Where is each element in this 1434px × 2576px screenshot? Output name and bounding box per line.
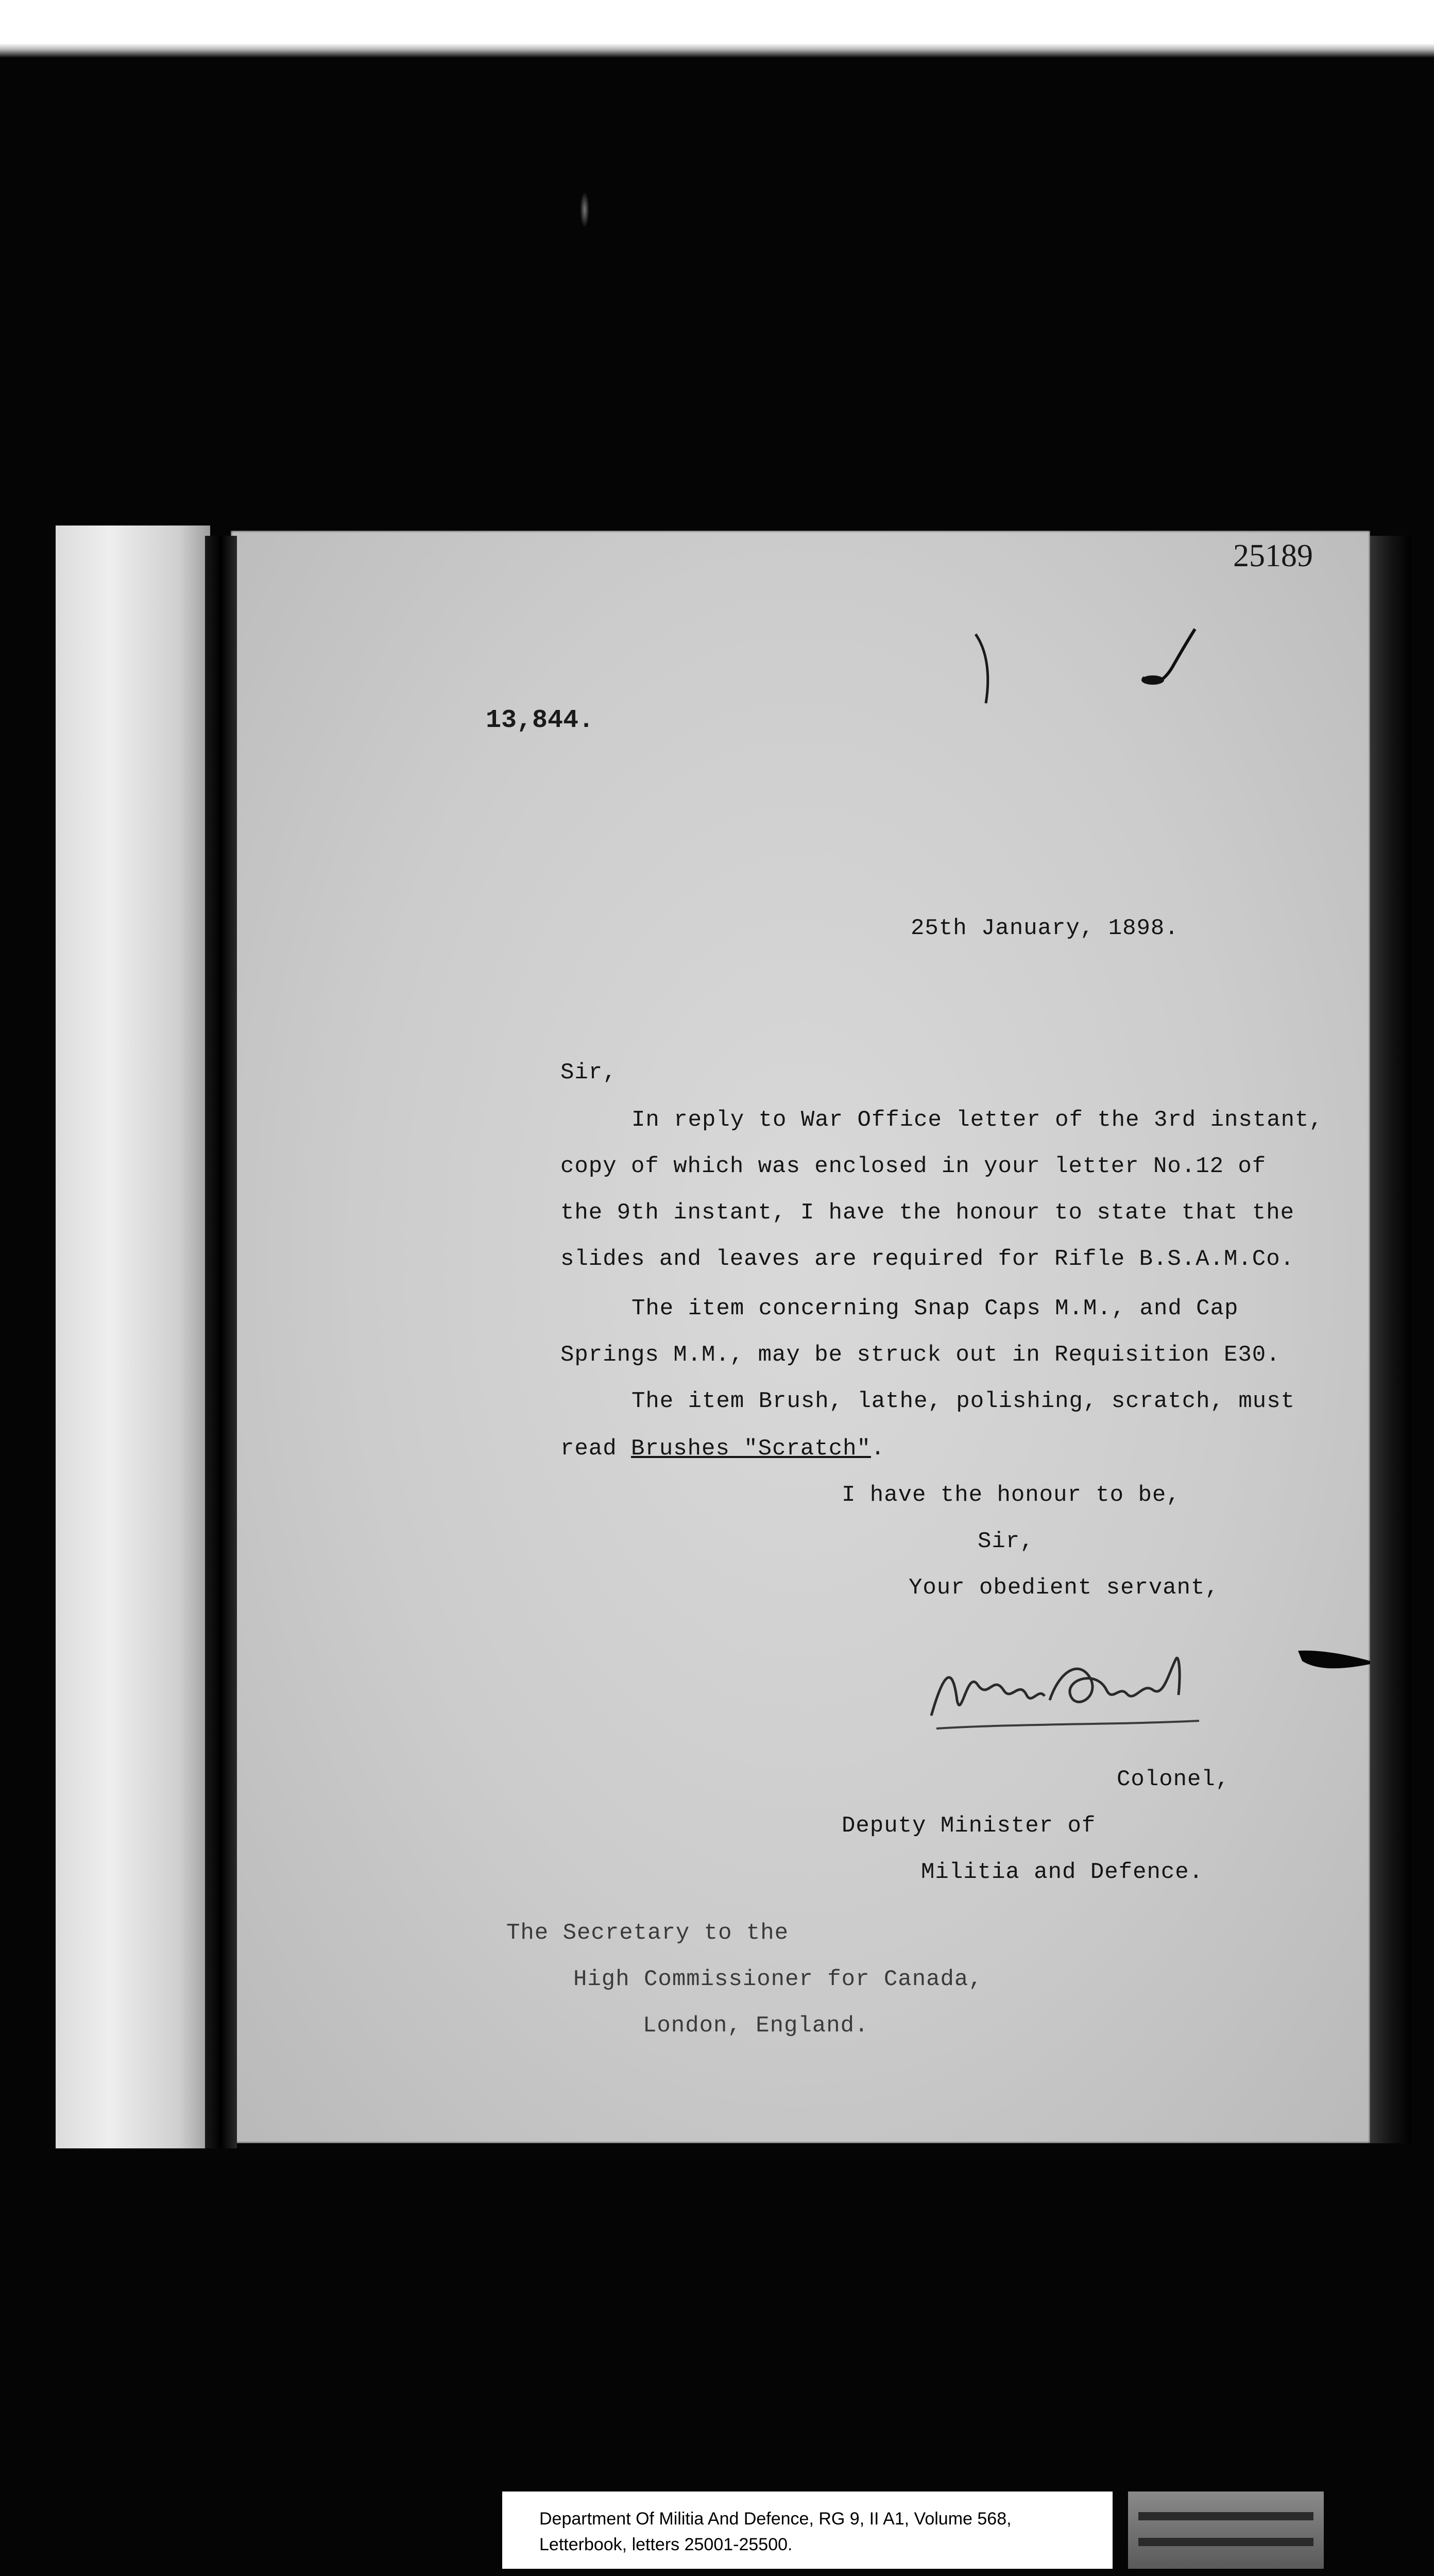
pen-nib-icon: [1298, 1649, 1370, 1673]
film-top-strip: [0, 0, 1434, 58]
caption-line-2: Letterbook, letters 25001-25500.: [539, 2535, 793, 2554]
page-number: 25189: [1233, 538, 1313, 573]
addressee-line: High Commissioner for Canada,: [573, 1967, 983, 1992]
addressee-line: The Secretary to the: [506, 1920, 789, 1946]
right-page-edge: [1365, 536, 1411, 2143]
closing-line: I have the honour to be,: [842, 1482, 1181, 1508]
signature-title: Militia and Defence.: [921, 1859, 1204, 1885]
reference-number: 13,844.: [486, 706, 594, 735]
body-line: slides and leaves are required for Rifle B.S.A.M.Co.: [560, 1246, 1295, 1272]
salutation: Sir,: [560, 1060, 617, 1086]
closing-line: Sir,: [978, 1529, 1034, 1554]
check-mark-icon: [1137, 626, 1199, 693]
body-line: Springs M.M., may be struck out in Requisition E30.: [560, 1342, 1281, 1368]
caption-line-1: Department Of Militia And Defence, RG 9, II A1, Volume 568,: [539, 2509, 1012, 2529]
body-line: In reply to War Office letter of the 3rd instant,: [631, 1107, 1323, 1133]
body-line: The item Brush, lathe, polishing, scratch, must: [631, 1388, 1295, 1414]
body-line-prefix: read: [560, 1436, 631, 1462]
scan-artifact: [580, 192, 589, 228]
left-page-flap: [56, 526, 210, 2148]
letter-page: [231, 531, 1370, 2143]
addressee-line: London, England.: [643, 2013, 869, 2039]
body-line-last: [560, 1437, 885, 1460]
signature-rank: Colonel,: [1117, 1767, 1230, 1792]
pencil-mark-icon: [972, 631, 993, 708]
archive-caption: [502, 2492, 1113, 2569]
signature-title: Deputy Minister of: [842, 1813, 1096, 1839]
book-binding: [205, 536, 237, 2148]
redacted-label: [1128, 2492, 1324, 2569]
underlined-text: Brushes "Scratch": [631, 1436, 871, 1462]
handwritten-signature: [921, 1638, 1209, 1741]
letter-date: 25th January, 1898.: [911, 916, 1179, 941]
body-line: copy of which was enclosed in your letter No.12 of: [560, 1154, 1267, 1179]
body-line: the 9th instant, I have the honour to state that the: [560, 1200, 1295, 1226]
body-line-suffix: .: [870, 1436, 885, 1462]
closing-line: Your obedient servant,: [909, 1575, 1219, 1601]
body-line: The item concerning Snap Caps M.M., and Cap: [631, 1296, 1239, 1321]
